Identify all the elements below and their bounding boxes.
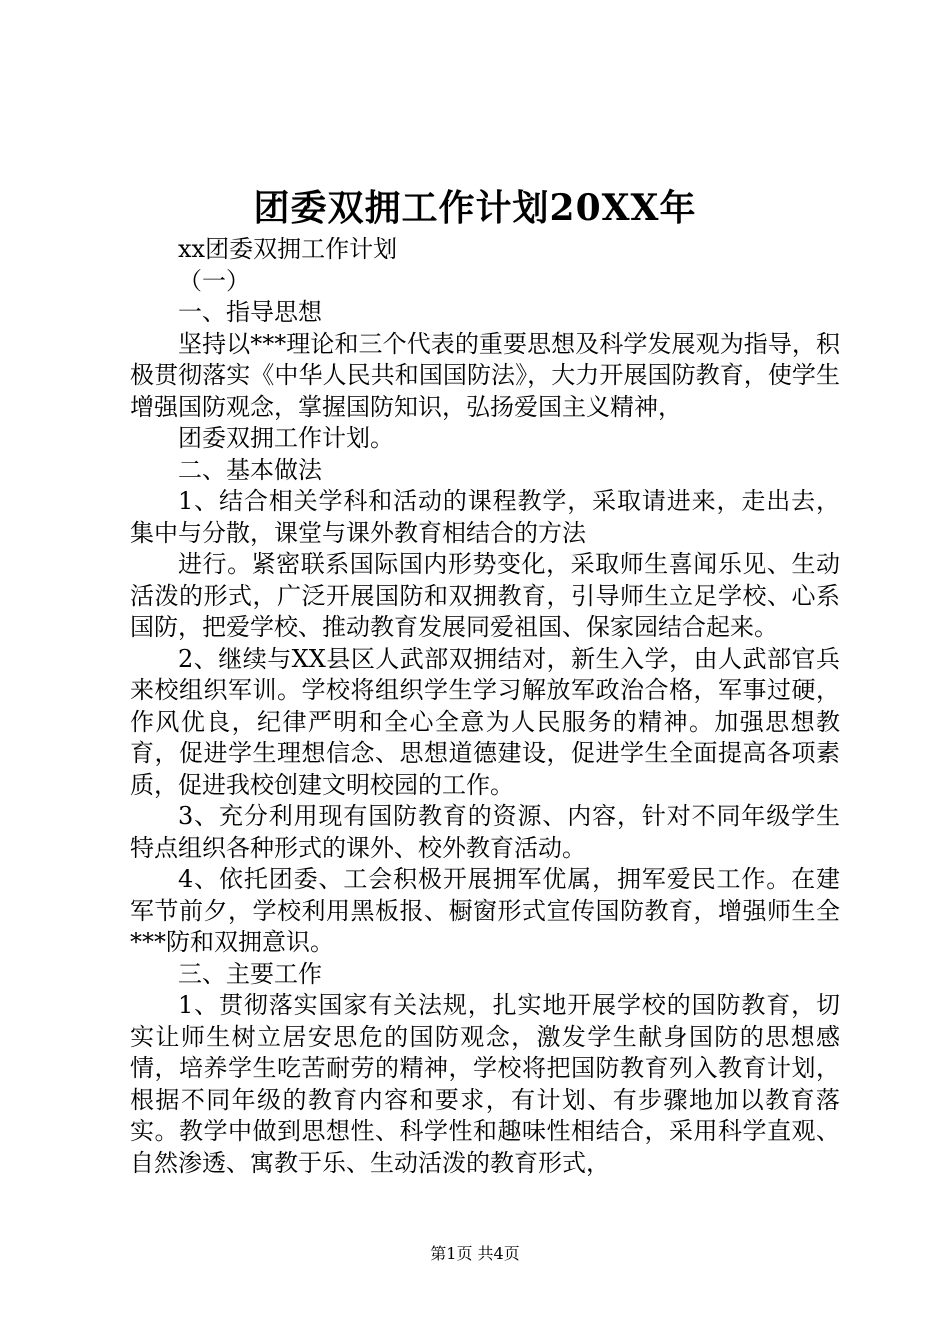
paragraph-guiding-ideology: 坚持以***理论和三个代表的重要思想及科学发展观为指导，积极贯彻落实《中华人民共和国国防法》，大力开展国防教育，使学生增强国防观念，掌握国防知识，弘扬爱国主义精神，	[130, 329, 840, 421]
paragraph-method-1: 1、结合相关学科和活动的课程教学，采取请进来，走出去，集中与分散，课堂与课外教育相结合的方法	[130, 487, 840, 547]
paragraph-plan-note: 团委双拥工作计划。	[178, 424, 394, 452]
paragraph-method-3: 3、充分利用现有国防教育的资源、内容，针对不同年级学生特点组织各种形式的课外、校外教育活动。	[130, 802, 840, 862]
page-footer: 第1页 共4页	[430, 1244, 520, 1263]
paragraph-method-4: 4、依托团委、工会积极开展拥军优属，拥军爱民工作。在建军节前夕，学校利用黑板报、橱窗形式宣传国防教育，增强师生全***防和双拥意识。	[130, 865, 840, 956]
heading-basic-methods: 二、基本做法	[178, 455, 322, 484]
paragraph-method-1-cont: 进行。紧密联系国际国内形势变化，采取师生喜闻乐见、生动活泼的形式，广泛开展国防和双拥教育，引导师生立足学校、心系国防，把爱学校、推动教育发展同爱祖国、保家园结合起来。	[130, 550, 840, 641]
document-title: 团委双拥工作计划20XX年	[253, 187, 697, 229]
heading-guiding-ideology: 一、指导思想	[178, 298, 322, 326]
paragraph-method-2: 2、继续与XX县区人武部双拥结对，新生入学，由人武部官兵来校组织军训。学校将组织学生学习解放军政治合格，军事过硬，作风优良，纪律严明和全心全意为人民服务的精神。加强思想教育，促进学生理想信念、思想道德建设，促进学生全面提高各项素质，促进我校创建文明校园的工作。	[130, 644, 840, 799]
document-body	[130, 234, 840, 1179]
paragraph-main-work-1: 1、贯彻落实国家有关法规，扎实地开展学校的国防教育，切实让师生树立居安思危的国防观念，激发学生献身国防的思想感情，培养学生吃苦耐劳的精神，学校将把国防教育列入教育计划，根据不同年级的教育内容和要求，有计划、有步骤地加以教育落实。教学中做到思想性、科学性和趣味性相结合，采用科学直观、自然渗透、寓教于乐、生动活泼的教育形式，	[130, 991, 840, 1177]
paragraph-subtitle: xx团委双拥工作计划	[178, 235, 398, 263]
paragraph-section-marker: （一）	[178, 266, 250, 295]
heading-main-work: 三、主要工作	[178, 959, 322, 988]
